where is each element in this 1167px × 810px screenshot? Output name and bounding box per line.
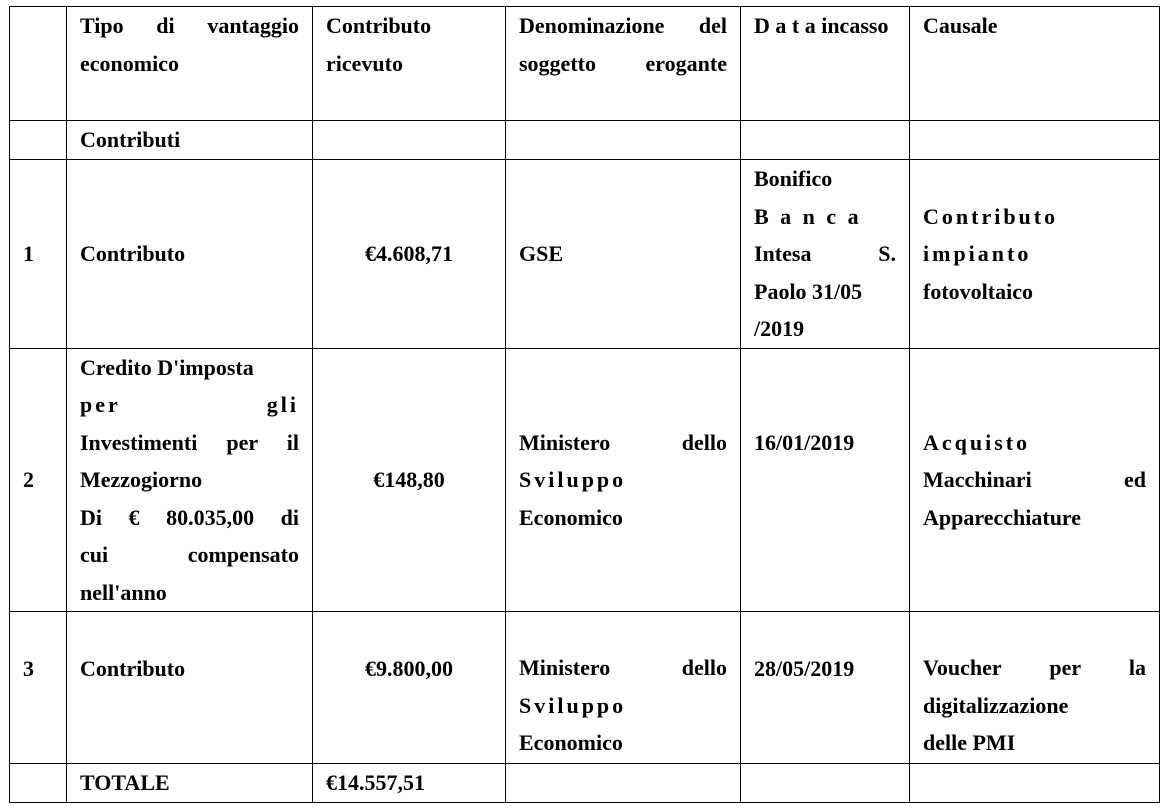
header-causale: Causale bbox=[910, 7, 1160, 121]
data-line: Bonifico bbox=[754, 166, 833, 191]
denominazione-line: Economico bbox=[519, 504, 623, 530]
denominazione-line: Sviluppo bbox=[519, 692, 627, 718]
tipo-line: nell'anno bbox=[80, 579, 167, 605]
row-data: 16/01/2019 bbox=[741, 348, 910, 612]
denominazione-line: Sviluppo bbox=[519, 467, 627, 492]
row-data: 28/05/2019 bbox=[741, 612, 910, 764]
causale-line: Apparecchiature bbox=[923, 504, 1082, 530]
row-num: 1 bbox=[10, 160, 67, 349]
header-denominazione: Denominazione del soggetto erogante bbox=[506, 7, 741, 121]
table-row bbox=[10, 612, 1160, 764]
row-denominazione bbox=[506, 348, 741, 612]
row-num: 2 bbox=[10, 348, 67, 612]
row-contributo: €9.800,00 bbox=[313, 612, 506, 764]
header-contributo: Contributo ricevuto bbox=[313, 7, 506, 121]
denominazione-line: Ministero dello bbox=[519, 655, 727, 681]
data-line: /2019 bbox=[754, 316, 805, 341]
data-line: Intesa S. bbox=[754, 241, 896, 266]
causale-line: digitalizzazione bbox=[923, 692, 1069, 718]
header-tipo: Tipo di vantaggio economico bbox=[67, 7, 313, 121]
row-causale bbox=[910, 612, 1160, 764]
row-tipo: Contributo bbox=[67, 160, 313, 349]
total-label: TOTALE bbox=[67, 764, 313, 803]
causale-line: Voucher per la bbox=[923, 655, 1146, 681]
header-num bbox=[10, 7, 67, 121]
row-causale bbox=[910, 160, 1160, 349]
data-line: B a n c a bbox=[754, 203, 862, 229]
causale-line: delle PMI bbox=[923, 730, 1016, 756]
section-row bbox=[10, 121, 1160, 160]
causale-line: impianto bbox=[923, 241, 1032, 266]
row-contributo: €4.608,71 bbox=[313, 160, 506, 349]
causale-line: fotovoltaico bbox=[923, 278, 1033, 304]
total-row bbox=[10, 764, 1160, 803]
row-denominazione: GSE bbox=[506, 160, 741, 349]
contributions-table bbox=[9, 6, 1160, 803]
tipo-line: per gli bbox=[80, 392, 299, 417]
causale-line: Macchinari ed bbox=[923, 467, 1146, 492]
row-tipo: Contributo bbox=[67, 612, 313, 764]
tipo-line: cui compensato bbox=[80, 542, 299, 567]
tipo-line: Credito D'imposta bbox=[80, 354, 254, 380]
row-tipo bbox=[67, 348, 313, 612]
data-line: Paolo 31/05 bbox=[754, 278, 863, 304]
row-num: 3 bbox=[10, 612, 67, 764]
row-denominazione bbox=[506, 612, 741, 764]
denominazione-line: Ministero dello bbox=[519, 429, 727, 455]
header-data: D a t a incasso bbox=[741, 7, 910, 121]
row-causale bbox=[910, 348, 1160, 612]
tipo-line: Di € 80.035,00 di bbox=[80, 504, 299, 530]
table-row bbox=[10, 348, 1160, 612]
total-value: €14.557,51 bbox=[313, 764, 506, 803]
tipo-line: Investimenti per il bbox=[80, 429, 299, 455]
header-row bbox=[10, 7, 1160, 121]
causale-line: Contributo bbox=[923, 203, 1059, 229]
table-row bbox=[10, 160, 1160, 349]
row-data bbox=[741, 160, 910, 349]
section-label: Contributi bbox=[67, 121, 313, 160]
causale-line: Acquisto bbox=[923, 429, 1031, 455]
row-contributo: €148,80 bbox=[313, 348, 506, 612]
denominazione-line: Economico bbox=[519, 730, 623, 756]
tipo-line: Mezzogiorno bbox=[80, 467, 203, 492]
